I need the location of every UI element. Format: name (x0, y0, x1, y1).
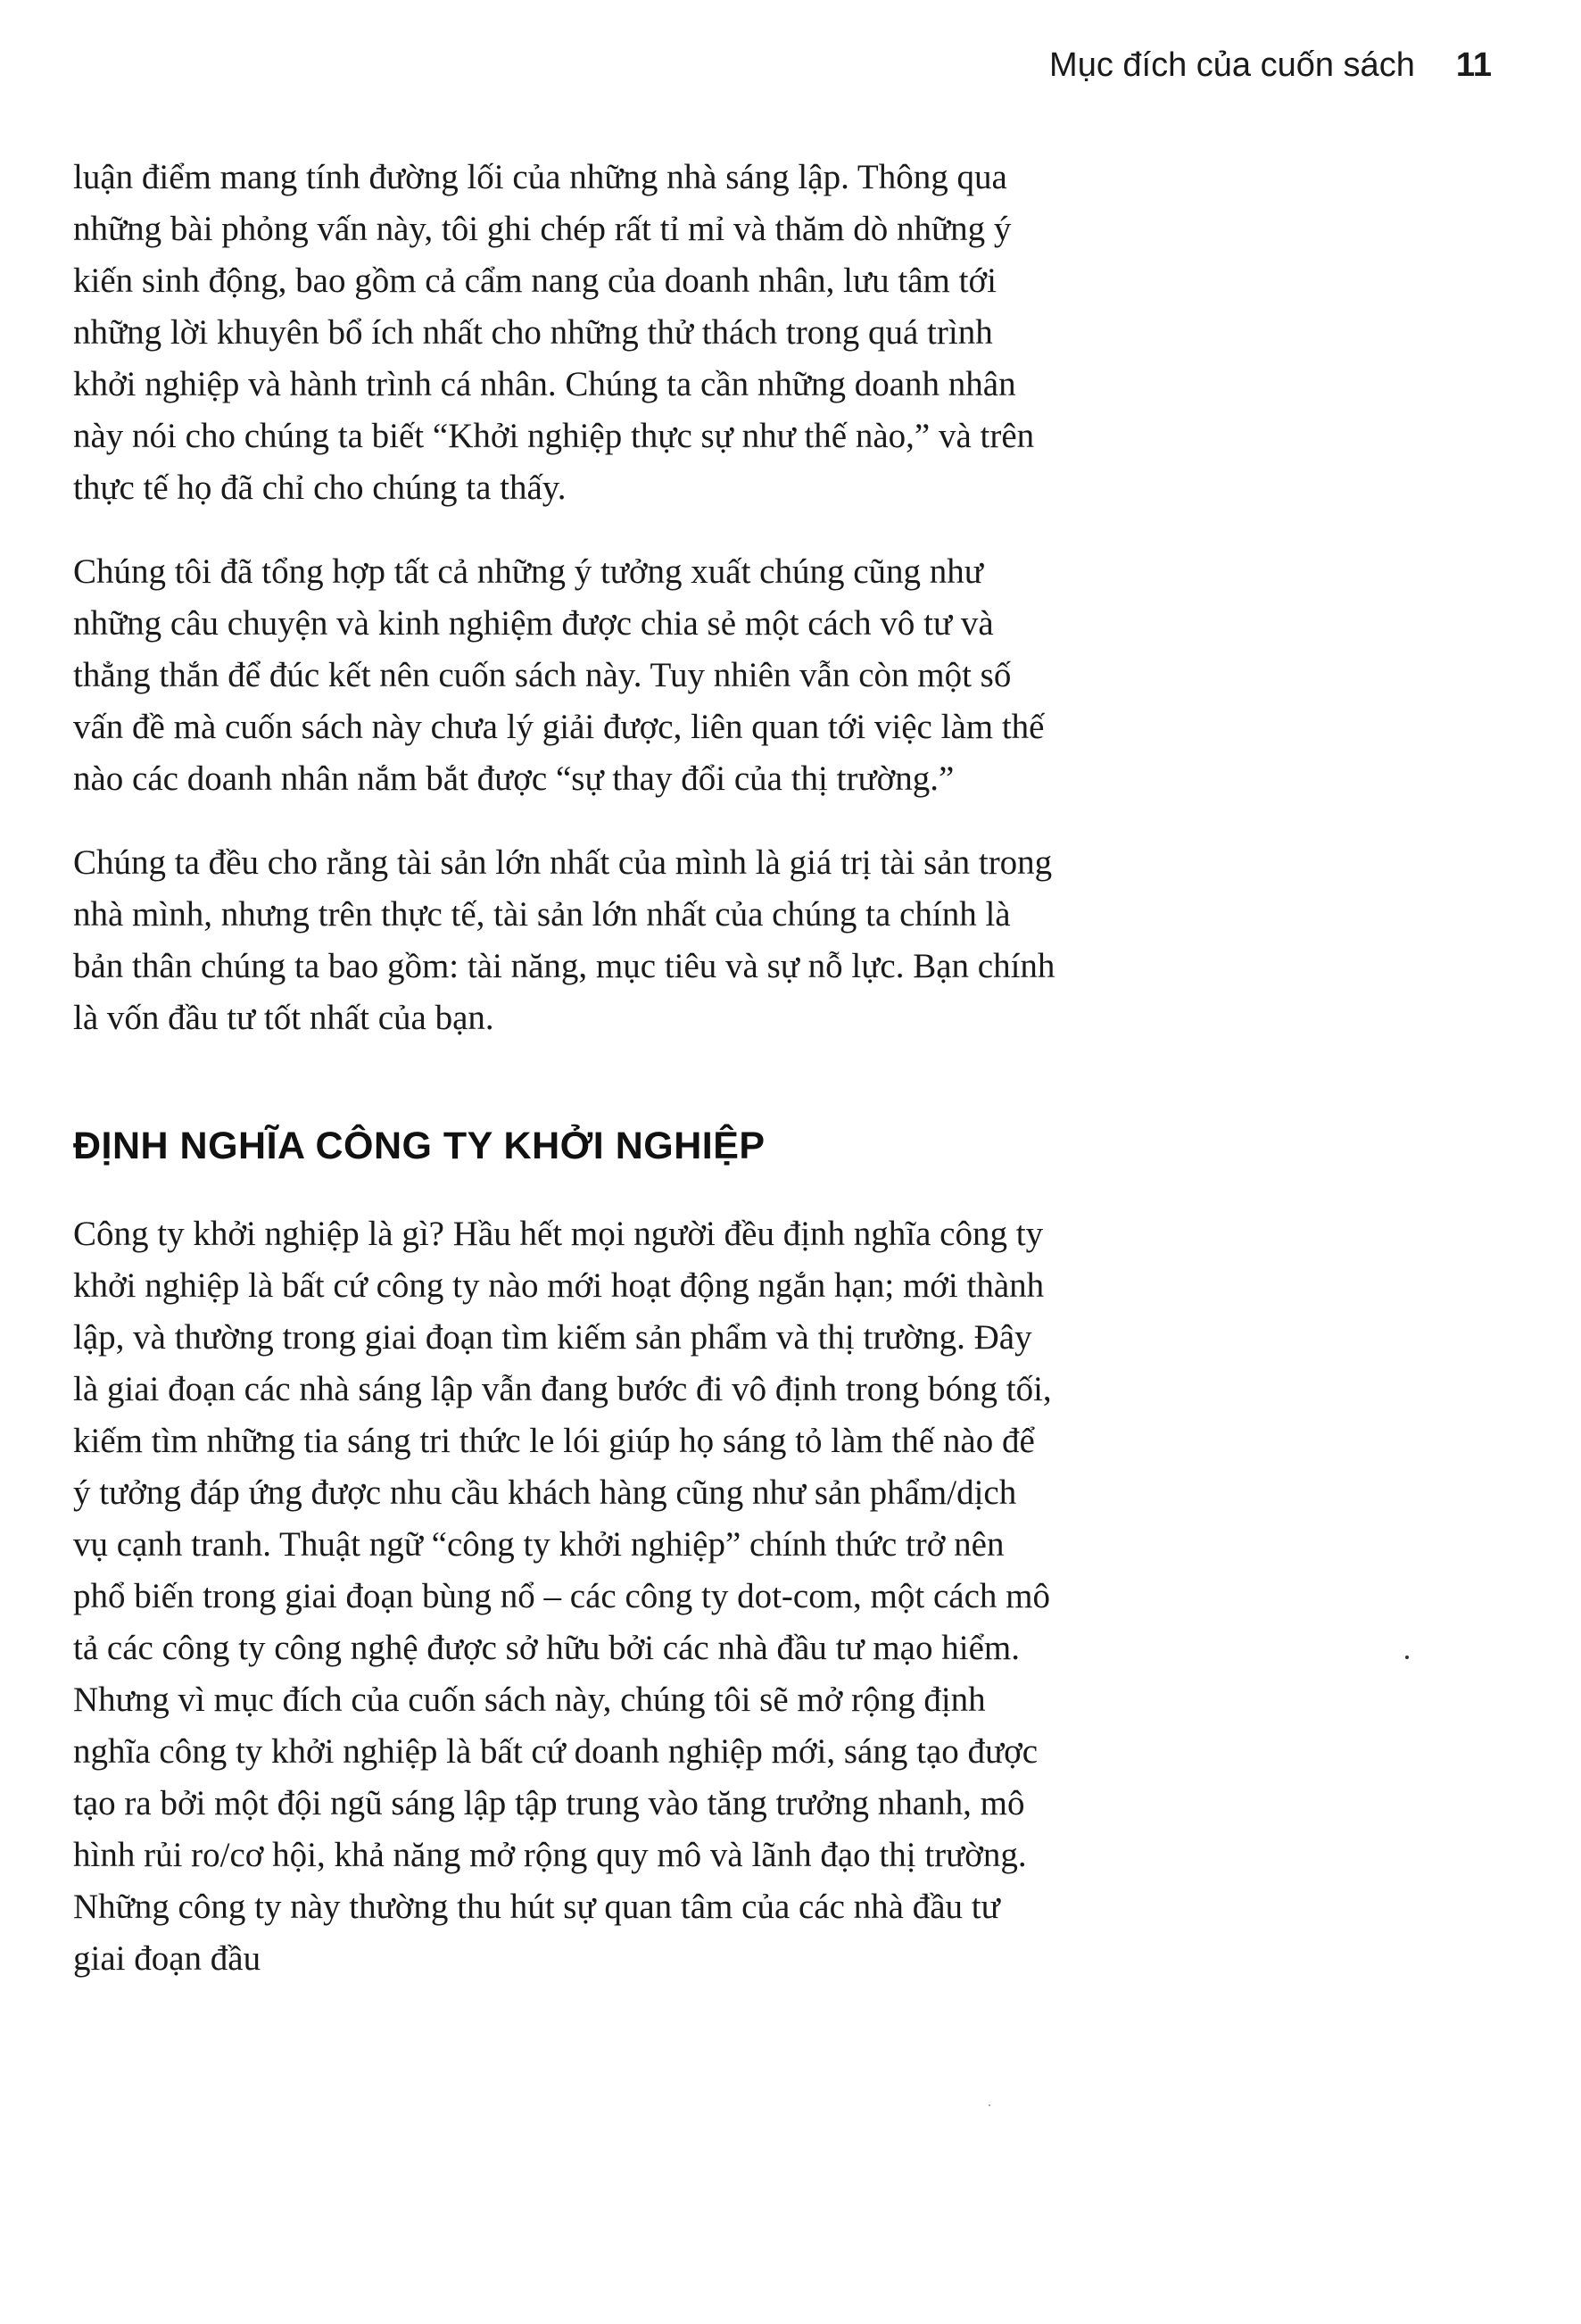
paragraph-greatest-asset: Chúng ta đều cho rằng tài sản lớn nhất của mình là giá trị tài sản trong nhà mình, nhưng trên thực tế, tài sản lớn nhất của chúng ta chính là bản thân chúng ta bao gồm: tài năng, mục tiêu và sự nỗ lực. Bạn chính là vốn đầu tư tốt nhất của bạn. (73, 843, 1055, 1037)
paragraph-interviews: luận điểm mang tính đường lối của những nhà sáng lập. Thông qua những bài phỏng vấn này, tôi ghi chép rất tỉ mỉ và thăm dò những ý kiến sinh động, bao gồm cả cẩm nang của doanh nhân, lưu tâm tới những lời khuyên bổ ích nhất cho những thử thách trong quá trình khởi nghiệp và hành trình cá nhân. Chúng ta cần những doanh nhân này nói cho chúng ta biết “Khởi nghiệp thực sự như thế nào,” và trên thực tế họ đã chỉ cho chúng ta thấy. (73, 158, 1035, 507)
running-title: Mục đích của cuốn sách (1049, 46, 1415, 84)
body-text (73, 152, 1059, 1985)
page-number: 11 (1455, 46, 1492, 84)
scan-speck (989, 2104, 990, 2106)
paragraph-synthesis: Chúng tôi đã tổng hợp tất cả những ý tưởng xuất chúng cũng như những câu chuyện và kinh nghiệm được chia sẻ một cách vô tư và thẳng thắn để đúc kết nên cuốn sách này. Tuy nhiên vẫn còn một số vấn đề mà cuốn sách này chưa lý giải được, liên quan tới việc làm thế nào các doanh nhân nắm bắt được “sự thay đổi của thị trường.” (73, 552, 1045, 798)
section-heading: ĐỊNH NGHĨA CÔNG TY KHỞI NGHIỆP (73, 1125, 766, 1167)
running-header (1049, 46, 1492, 85)
scan-speck (1405, 1656, 1409, 1659)
paragraph-startup-definition: Công ty khởi nghiệp là gì? Hầu hết mọi người đều định nghĩa công ty khởi nghiệp là bất cứ công ty nào mới hoạt động ngắn hạn; mới thành lập, và thường trong giai đoạn tìm kiếm sản phẩm và thị trường. Đây là giai đoạn các nhà sáng lập vẫn đang bước đi vô định trong bóng tối, kiếm tìm những tia sáng tri thức le lói giúp họ sáng tỏ làm thế nào để ý tưởng đáp ứng được nhu cầu khách hàng cũng như sản phẩm/dịch vụ cạnh tranh. Thuật ngữ “công ty khởi nghiệp” chính thức trở nên phổ biến trong giai đoạn bùng nổ – các công ty dot-com, một cách mô tả các công ty công nghệ được sở hữu bởi các nhà đầu tư mạo hiểm. Nhưng vì mục đích của cuốn sách này, chúng tôi sẽ mở rộng định nghĩa công ty khởi nghiệp là bất cứ doanh nghiệp mới, sáng tạo được tạo ra bởi một đội ngũ sáng lập tập trung vào tăng trưởng nhanh, mô hình rủi ro/cơ hội, khả năng mở rộng quy mô và lãnh đạo thị trường. Những công ty này thường thu hút sự quan tâm của các nhà đầu tư giai đoạn đầu (73, 1215, 1052, 1978)
